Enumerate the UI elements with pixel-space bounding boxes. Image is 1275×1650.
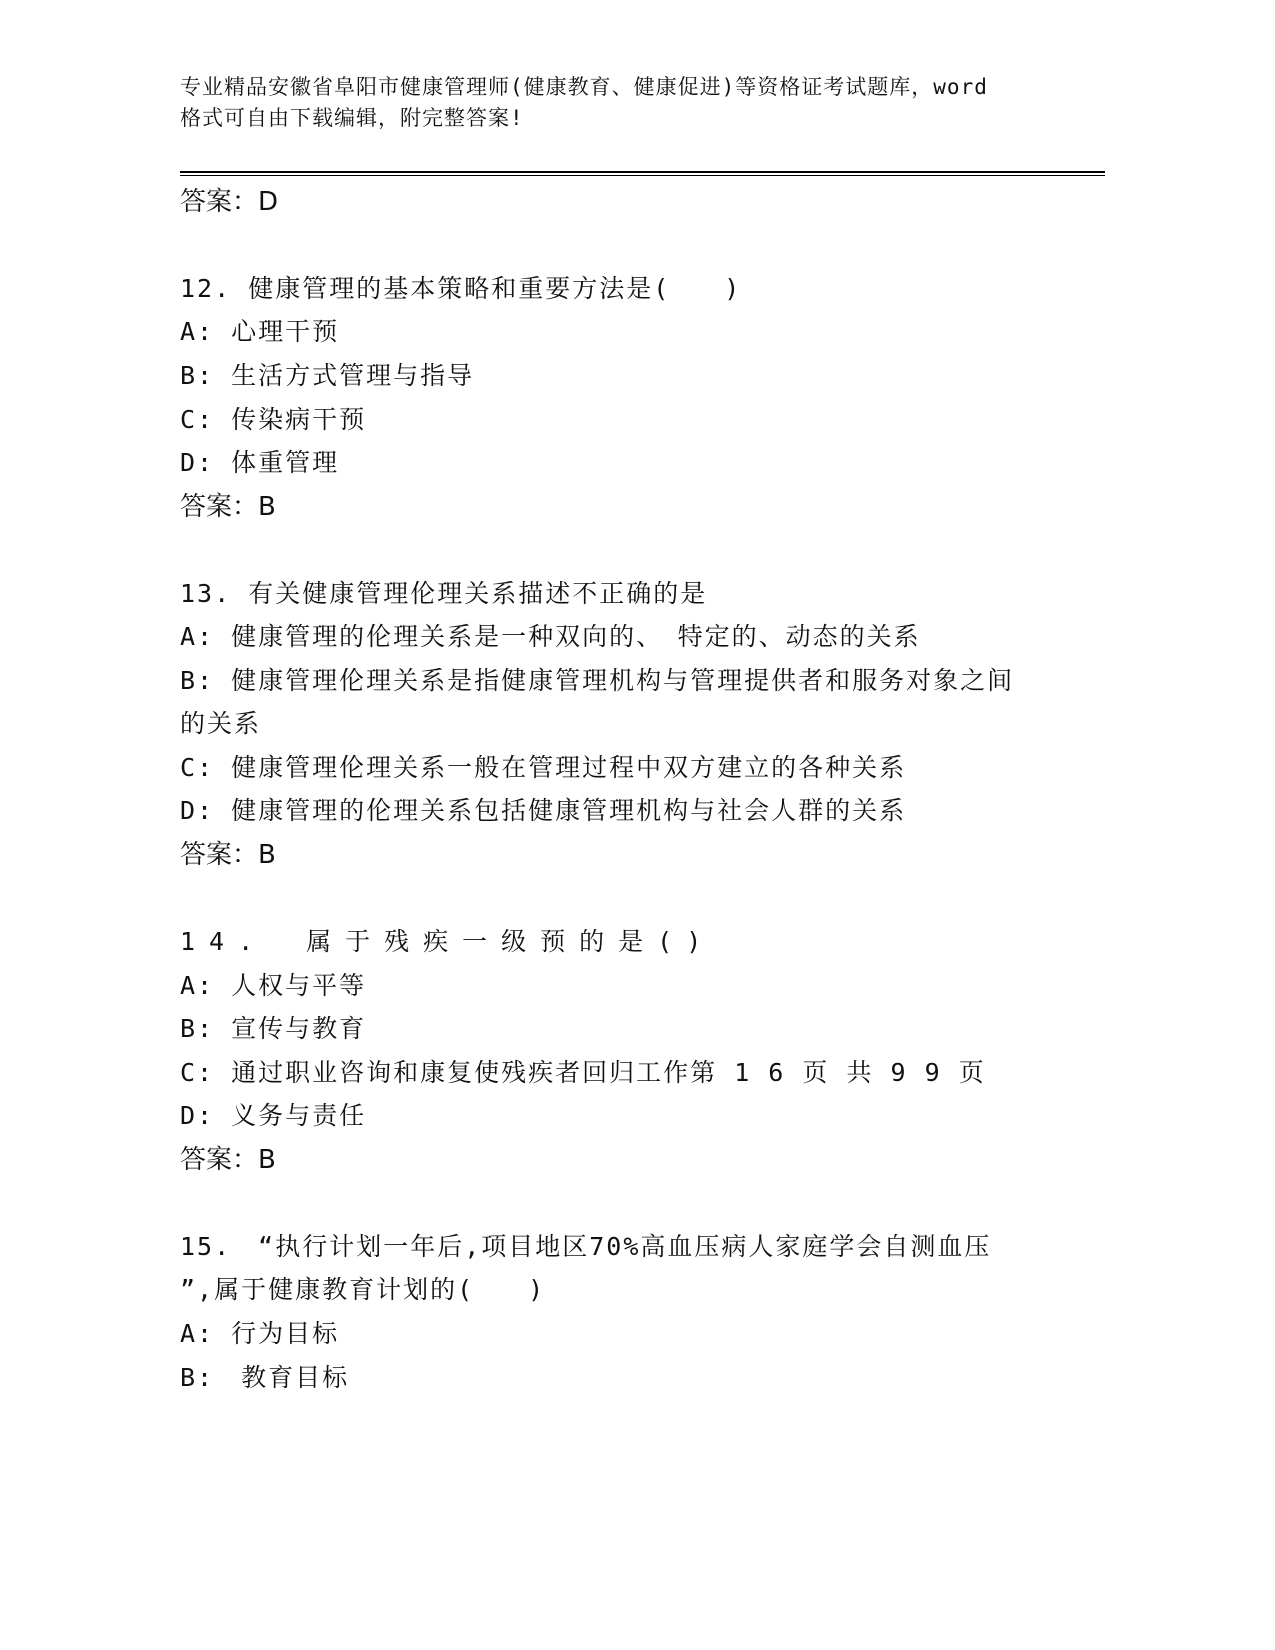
answer-11: 答案：D (180, 187, 279, 217)
question-14-option-a: A: 人权与平等 (180, 971, 367, 1000)
question-13-stem: 13. 有关健康管理伦理关系描述不正确的是 (180, 579, 708, 608)
question-15-option-b: B: 教育目标 (180, 1363, 350, 1392)
question-12-stem: 12. 健康管理的基本策略和重要方法是( ) (180, 274, 742, 303)
question-14-option-b: B: 宣传与教育 (180, 1014, 367, 1043)
answer-12: 答案：B (180, 492, 276, 522)
question-13-option-d: D: 健康管理的伦理关系包括健康管理机构与社会人群的关系 (180, 796, 907, 825)
header-line-2: 格式可自由下载编辑，附完整答案! (180, 106, 524, 130)
question-14-stem: 14. 属于残疾一级预的是() (180, 927, 716, 956)
question-12-option-d: D: 体重管理 (180, 448, 340, 477)
header-divider (180, 171, 1105, 173)
header-divider-thin (180, 175, 1105, 176)
question-13-option-b: B: 健康管理伦理关系是指健康管理机构与管理提供者和服务对象之间 (180, 666, 1015, 695)
question-14-option-d: D: 义务与责任 (180, 1101, 367, 1130)
question-14-option-c: C: 通过职业咨询和康复使残疾者回归工作第 1 6 页 共 9 9 页 (180, 1058, 986, 1087)
question-15-option-a: A: 行为目标 (180, 1319, 340, 1348)
question-13-option-a: A: 健康管理的伦理关系是一种双向的、 特定的、动态的关系 (180, 622, 921, 651)
question-12-option-c: C: 传染病干预 (180, 405, 367, 434)
question-13-option-b-cont: 的关系 (180, 709, 262, 738)
answer-14: 答案：B (180, 1145, 276, 1175)
question-12-option-b: B: 生活方式管理与指导 (180, 361, 475, 390)
question-13-option-c: C: 健康管理伦理关系一般在管理过程中双方建立的各种关系 (180, 753, 907, 782)
header-line-1: 专业精品安徽省阜阳市健康管理师(健康教育、健康促进)等资格证考试题库，word (180, 75, 988, 99)
answer-13: 答案：B (180, 840, 276, 870)
question-15-stem-cont: ”,属于健康教育计划的( ) (180, 1275, 546, 1304)
question-15-stem: 15. “执行计划一年后,项目地区70%高血压病人家庭学会自测血压 (180, 1232, 992, 1261)
question-12-option-a: A: 心理干预 (180, 317, 340, 346)
